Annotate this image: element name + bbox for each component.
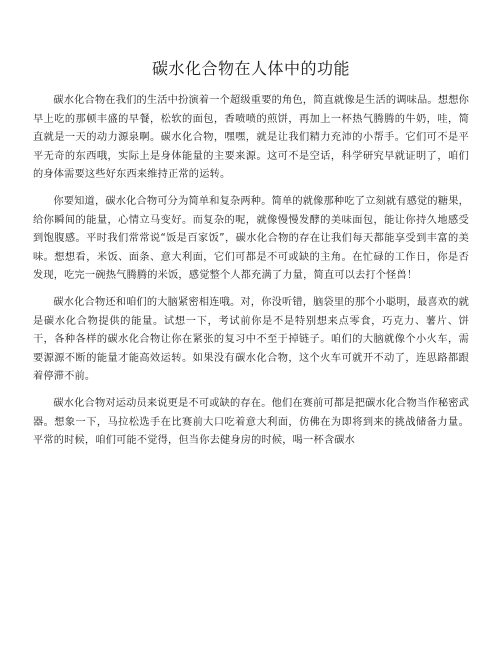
paragraph-1: 碳水化合物在我们的生活中扮演着一个超级重要的角色，简直就像是生活的调味品。想想你早上吃的那顿丰盛的早餐，松软的面包，香喷喷的煎饼，再加上一杯热气腾腾的牛奶，哇，简直就是一天的动力源泉啊。碳水化合物，嘿嘿，就是让我们精力充沛的小帮手。它们可不是平平无奇的东西哦，实际上是身体能量的主要来源。这可不是空话，科学研究早就证明了，咱们的身体需要这些好东西来维持正常的运转。 (33, 95, 469, 181)
paragraph-3: 碳水化合物还和咱们的大脑紧密相连哦。对，你没听错，脑袋里的那个小聪明，最喜欢的就是碳水化合物提供的能量。试想一下，考试前你是不是特别想来点零食，巧克力、薯片、饼干，各种各样的碳水化合物让你在紧张的复习中不至于掉链子。咱们的大脑就像个小火车，需要源源不断的能量才能高效运转。如果没有碳水化合物，这个火车可就开不动了，连思路都跟着停滞不前。 (33, 296, 469, 383)
paragraph-4: 碳水化合物对运动员来说更是不可或缺的存在。他们在赛前可都是把碳水化合物当作秘密武器。想象一下，马拉松选手在比赛前大口吃着意大利面，仿佛在为即将到来的挑战储备力量。平常的时候，咱们可能不觉得，但当你去健身房的时候，喝一杯含碳水 (33, 397, 469, 447)
paragraph-2: 你要知道，碳水化合物可分为简单和复杂两种。简单的就像那种吃了立刻就有感觉的糖果，给你瞬间的能量，心情立马变好。而复杂的呢，就像慢慢发酵的美味面包，能让你持久地感受到饱腹感。平时我们常常说“饭是百家饭”，碳水化合物的存在让我们每天都能享受到丰富的美味。想想看，米饭、面条、意大利面，它们可都是不可或缺的主角。在忙碌的工作日，你是否发现，吃完一碗热气腾腾的米饭，感觉整个人都充满了力量，简直可以去打个怪兽！ (33, 195, 469, 282)
document-title: 碳水化合物在人体中的功能 (151, 59, 350, 78)
